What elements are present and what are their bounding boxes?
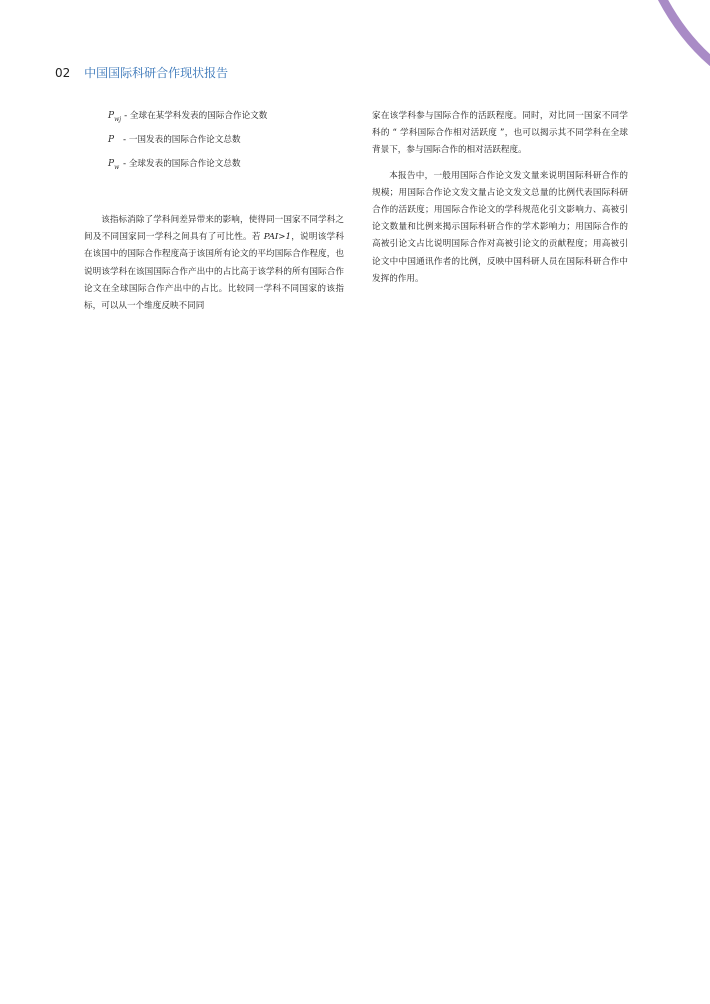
formula-inline: PAI>1 [263, 232, 291, 243]
definition-item [108, 156, 344, 180]
page-header [55, 65, 228, 81]
definition-list [108, 108, 344, 180]
definition-text: - 全球发表的国际合作论文总数 [123, 159, 241, 169]
formula-symbol: $P_w$ [108, 159, 120, 171]
right-column [372, 108, 628, 288]
body-paragraph: 本报告中，一般用国际合作论文发文量来说明国际科研合作的规模；用国际合作论文发文量占论文发文总量的比例代表国际科研合作的活跃度；用国际合作论文的学科规范化引文影响力、高被引论文数量和比例来揭示国际科研合作的学术影响力；用国际合作的高被引论文占比说明国际合作对高被引论文的贡献程度；用高被引论文中中国通讯作者的比例，反映中国科研人员在国际科研合作中发挥的作用。 [372, 170, 628, 284]
formula-symbol: P [108, 135, 115, 145]
definition-item [108, 108, 344, 132]
left-column [84, 108, 344, 315]
definition-text: - 全球在某学科发表的国际合作论文数 [124, 111, 268, 121]
report-title: 中国国际科研合作现状报告 [84, 66, 229, 80]
corner-decoration-arc [640, 0, 710, 70]
body-paragraph: 该指标消除了学科间差异带来的影响，使得同一国家不同学科之间及不同国家同一学科之间具有了可比性。若 PAI>1，说明该学科在该国中的国际合作程度高于该国所有论文的平均国际合作程度，也说明该学科在该国国际合作产出中的占比高于该学科的所有国际合作论文在全球国际合作产出中的占比。比较同一学科不同国家的该指标，可以从一个维度反映不同同 [84, 215, 344, 312]
page-number: 02 [55, 66, 71, 80]
definition-item [108, 132, 344, 156]
definition-text: - 一国发表的国际合作论文总数 [123, 135, 241, 145]
formula-symbol: $P_{wj}$ [108, 111, 122, 123]
body-paragraph: 家在该学科参与国际合作的活跃程度。同时，对比同一国家不同学科的 “ 学科国际合作相对活跃度 ”，也可以揭示其不同学科在全球背景下，参与国际合作的相对活跃程度。 [372, 111, 628, 156]
